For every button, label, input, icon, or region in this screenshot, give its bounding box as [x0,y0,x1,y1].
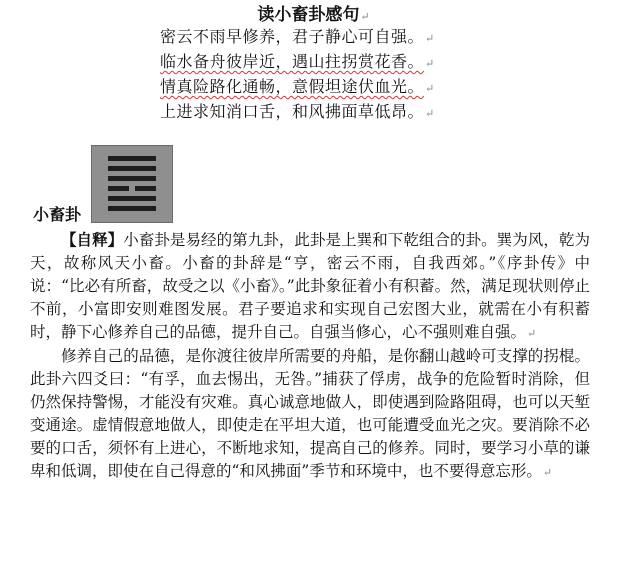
paragraph-mark-icon: ↵ [425,107,435,120]
hexagram-line [108,196,156,201]
poem-line [160,74,435,99]
paragraph-text: 修养自己的品德，是你渡往彼岸所需要的舟船，是你翻山越岭可支撑的拐棍。此卦六四爻曰：“有孚，血去惕出，无咎。”捕获了俘虏，战争的危险暂时消除，但仍然保持警惕，才能没有灾难。真心诚意地做人，即使遇到险路阻碍，也可以天堑变通途。虚情假意地做人，即使走在平坦大道，也可能遭受血光之灾。要消除不必要的口舌，须怀有上进心，不断地求知，提高自己的修养。同时，要学习小草的谦卑和低调，即使在自己得意的“和风拂面”季节和环境中，也不要得意忘形。 [30,347,590,480]
paragraph-label: 【自释】 [61,230,124,249]
hexagram-line [108,186,156,191]
paragraph-mark-icon: ↵ [425,57,435,70]
title-text: 读小畜卦感句 [257,5,360,25]
poem-line [160,49,435,74]
poem-line-text: 密云不雨早修养，君子静心可自强。 [160,27,425,46]
poem-line-text: 临水备舟彼岸近，遇山拄拐赏花香。 [160,52,425,71]
paragraph-mark-icon: ↵ [425,82,435,95]
poem-line-text: 上进求知消口舌，和风拂面草低昂。 [160,102,425,121]
hexagram-image[interactable] [91,145,173,223]
poem [160,24,435,124]
section-title: 小畜卦 [33,205,82,224]
hexagram-line [108,156,156,161]
paragraph-mark-icon: ↵ [360,10,370,23]
paragraph-mark-icon: ↵ [527,327,537,340]
hexagram-line [108,206,156,211]
body-text [30,228,590,484]
poem-line-text: 情真险路化通畅，意假坦途伏血光。 [160,77,425,96]
paragraph-text: 小畜卦是易经的第九卦，此卦是上巽和下乾组合的卦。巽为风，乾为天，故称风天小畜。小畜的卦辞是“亨，密云不雨，自我西郊。”《序卦传》中说：“比必有所畜，故受之以《小畜》。”此卦象征着小有积蓄。然，满足现状则停止不前，小富即安则难图发展。君子要追求和实现自己宏图大业，就需在小有积蓄时，静下心修养自己的品德，提升自己。自强当修心，心不强则难自强。 [30,231,590,341]
paragraph [30,345,590,484]
hexagram-line [108,176,156,181]
paragraph-mark-icon: ↵ [542,466,553,479]
hexagram-line [108,166,156,171]
poem-line [160,99,435,124]
paragraph [30,228,590,345]
poem-line [160,24,435,49]
paragraph-mark-icon: ↵ [425,32,435,45]
